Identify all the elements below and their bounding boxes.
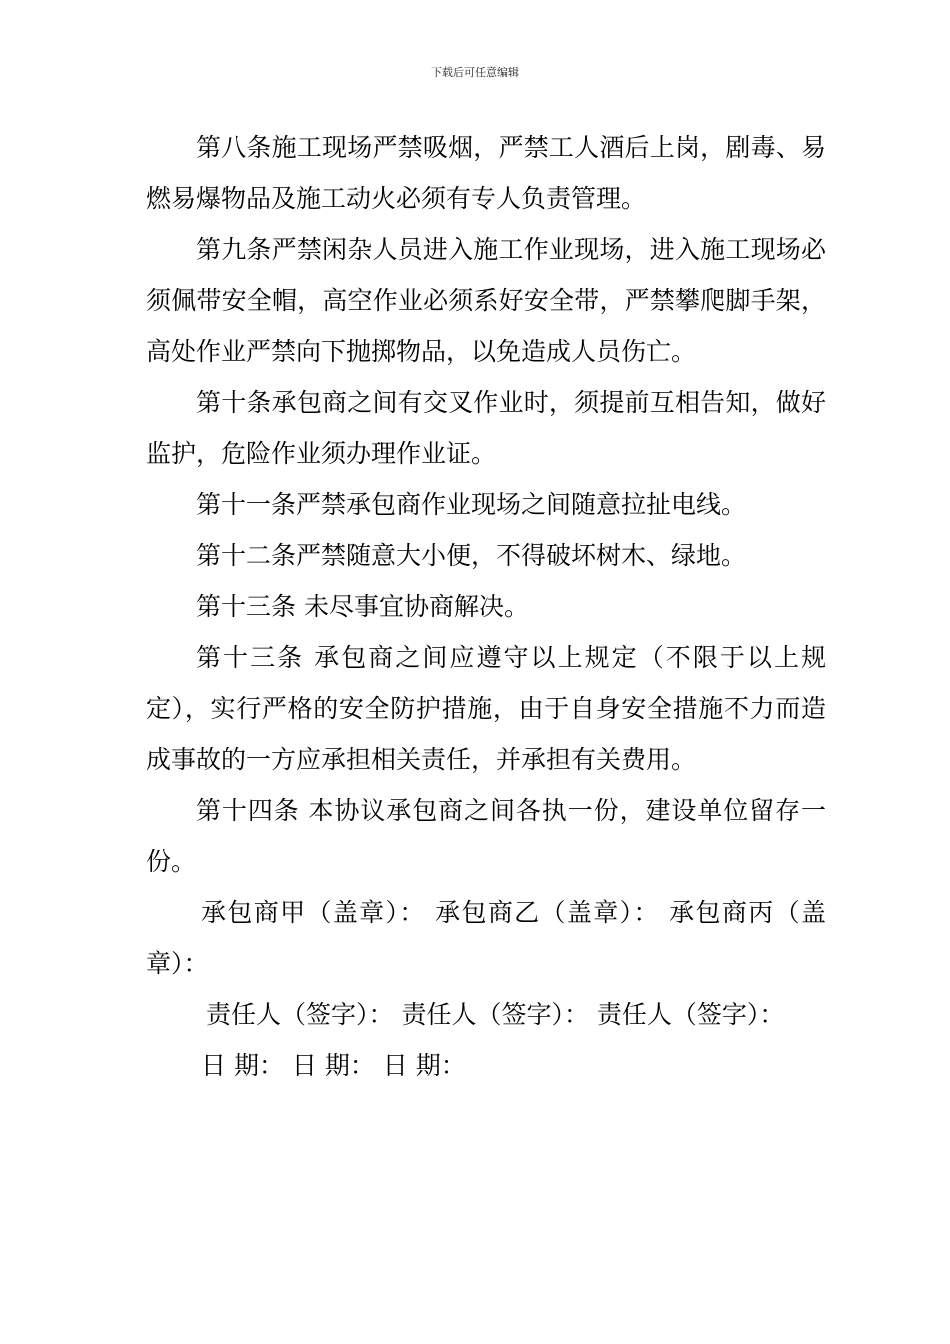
article-8: 第八条施工现场严禁吸烟，严禁工人酒后上岗，剧毒、易燃易爆物品及施工动火必须有专人负责管理。 [146, 133, 826, 213]
article-11: 第十一条严禁承包商作业现场之间随意拉扯电线。 [196, 490, 747, 519]
signer-line: 责任人（签字）： 责任人（签字）： 责任人（签字）： [206, 1000, 785, 1029]
article-10: 第十条承包商之间有交叉作业时，须提前互相告知，做好监护，危险作业须办理作业证。 [146, 388, 826, 468]
document-body [146, 122, 826, 1091]
article-12: 第十二条严禁随意大小便，不得破坏树木、绿地。 [196, 541, 747, 570]
article-14: 第十四条 本协议承包商之间各执一份，建设单位留存一份。 [146, 796, 826, 876]
date-line: 日 期： 日 期： 日 期： [201, 1051, 466, 1080]
header-note: 下载后可任意编辑 [431, 66, 519, 79]
article-13-a: 第十三条 未尽事宜协商解决。 [196, 592, 529, 621]
seal-line: 承包商甲（盖章）： 承包商乙（盖章）： 承包商丙（盖章）： [146, 898, 826, 978]
article-13-b: 第十三条 承包商之间应遵守以上规定（不限于以上规定），实行严格的安全防护措施，由于自身安全措施不力而造成事故的一方应承担相关责任，并承担有关费用。 [146, 643, 826, 774]
article-9: 第九条严禁闲杂人员进入施工作业现场，进入施工现场必须佩带安全帽，高空作业必须系好安全带，严禁攀爬脚手架，高处作业严禁向下抛掷物品，以免造成人员伤亡。 [146, 235, 826, 366]
